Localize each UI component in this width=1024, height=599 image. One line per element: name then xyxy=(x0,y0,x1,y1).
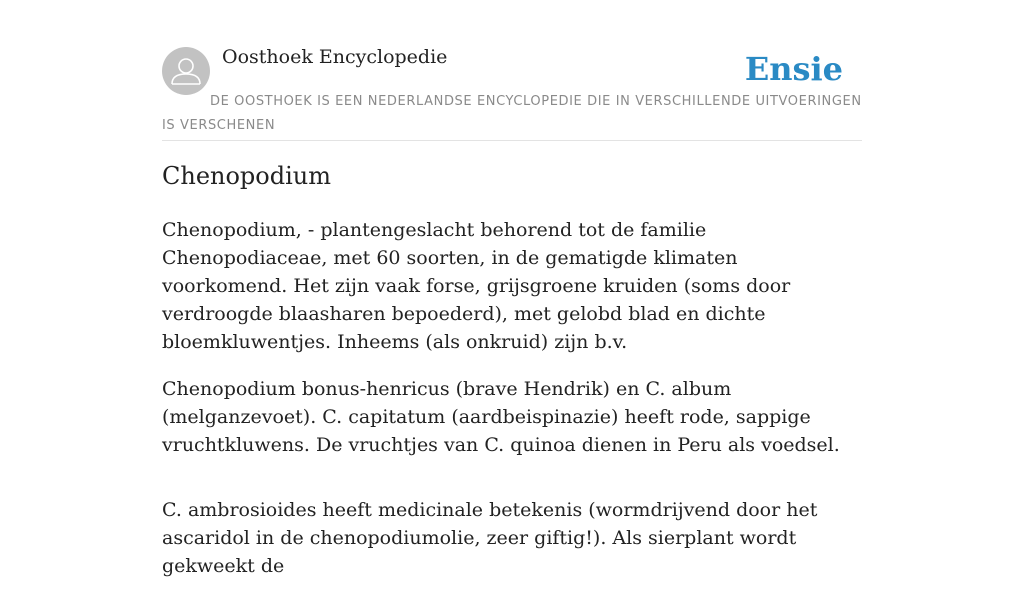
author-name[interactable]: Oosthoek Encyclopedie xyxy=(222,46,448,68)
article-page xyxy=(162,0,862,577)
page-title: Chenopodium xyxy=(162,162,331,190)
author-tagline: DE OOSTHOEK IS EEN NEDERLANDSE ENCYCLOPEDIE DIE IN VERSCHILLENDE UITVOERINGEN IS VERSCHENEN xyxy=(162,94,862,133)
article-paragraph: Chenopodium bonus-henricus (brave Hendrik) en C. album (melganzevoet). C. capitatum (aardbeispinazie) heeft rode, sappige vruchtkluwens. De vruchtjes van C. quinoa dienen in Peru als voedsel. xyxy=(162,378,840,456)
brand-logo[interactable]: Ensie xyxy=(744,50,843,88)
article-paragraph: C. ambrosioides heeft medicinale betekenis (wormdrijvend door het ascaridol in de chenopodiumolie, zeer giftig!). Als sierplant wordt gekweekt de xyxy=(162,499,818,577)
user-avatar-icon[interactable] xyxy=(162,47,210,95)
author-header xyxy=(162,0,862,141)
article-paragraph: Chenopodium, - plantengeslacht behorend tot de familie Chenopodiaceae, met 60 soorten, in de gematigde klimaten voorkomend. Het zijn vaak forse, grijsgroene kruiden (soms door verdroogde blaasharen bepoederd), met gelobd blad en dichte bloemkluwentjes. Inheems (als onkruid) zijn b.v. xyxy=(162,219,791,353)
article-body xyxy=(162,216,862,599)
